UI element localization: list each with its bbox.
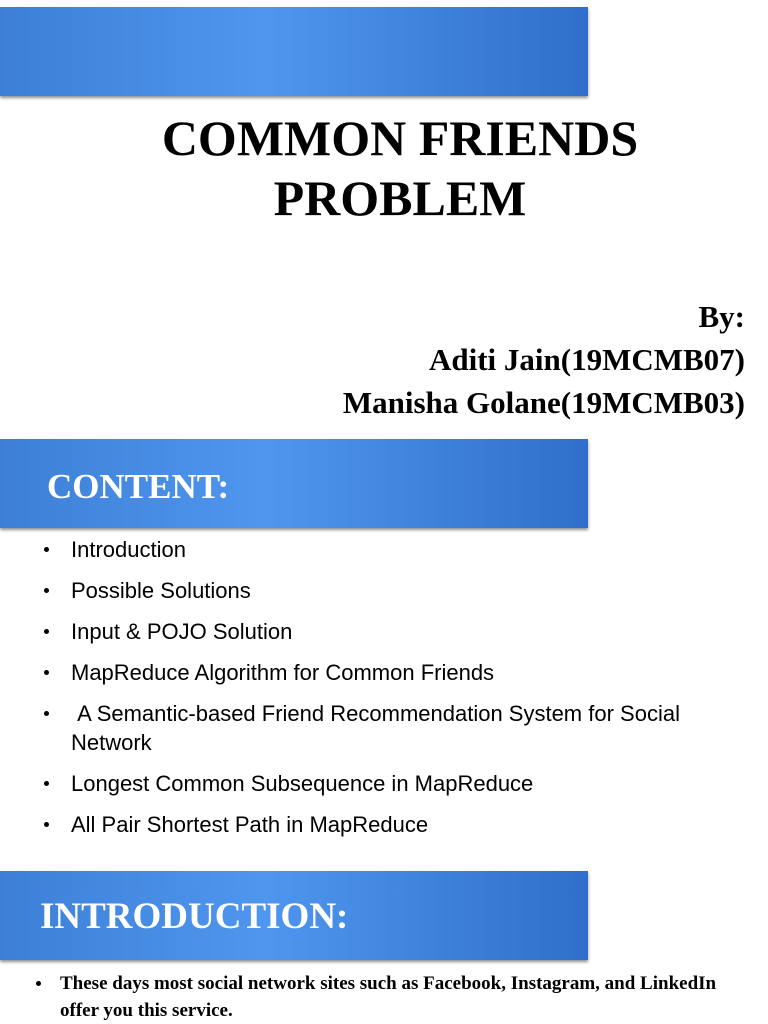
introduction-list	[0, 970, 768, 1024]
author-1: Aditi Jain(19MCMB07)	[428, 342, 745, 377]
bullet-icon	[44, 781, 49, 786]
list-item	[0, 769, 768, 798]
page-title	[0, 108, 768, 228]
list-item	[0, 658, 768, 687]
list-item-text: All Pair Shortest Path in MapReduce	[71, 812, 429, 837]
bullet-icon	[44, 822, 49, 827]
bullet-icon	[44, 547, 49, 552]
bullet-icon	[44, 711, 49, 716]
list-item	[0, 970, 768, 1024]
list-item-text: Possible Solutions	[71, 578, 251, 603]
list-item	[0, 535, 768, 564]
list-item-text: A Semantic-based Friend Recommendation System for Social Network	[71, 701, 687, 755]
list-item	[0, 810, 768, 839]
bullet-icon	[44, 629, 49, 634]
content-banner	[0, 439, 588, 528]
introduction-banner	[0, 871, 588, 960]
list-item-text: Longest Common Subsequence in MapReduce	[71, 771, 534, 796]
list-item	[0, 576, 768, 605]
list-item-text: MapReduce Algorithm for Common Friends	[71, 660, 495, 685]
top-banner	[0, 7, 588, 96]
byline	[343, 295, 745, 424]
list-item	[0, 699, 768, 757]
list-item-text: These days most social network sites such as Facebook, Instagram, and LinkedIn offer you this service.	[60, 973, 717, 1021]
content-list	[0, 535, 768, 851]
content-heading: CONTENT:	[47, 467, 230, 506]
title-line-2: PROBLEM	[273, 170, 527, 226]
bullet-icon	[44, 670, 49, 675]
list-item	[0, 617, 768, 646]
list-item-text: Input & POJO Solution	[71, 619, 293, 644]
list-item-text: Introduction	[71, 537, 186, 562]
author-2: Manisha Golane(19MCMB03)	[342, 385, 745, 420]
bullet-icon	[36, 981, 41, 986]
byline-label: By:	[698, 299, 745, 334]
title-line-1: COMMON FRIENDS	[161, 110, 639, 166]
introduction-heading: INTRODUCTION:	[40, 896, 349, 937]
bullet-icon	[44, 588, 49, 593]
